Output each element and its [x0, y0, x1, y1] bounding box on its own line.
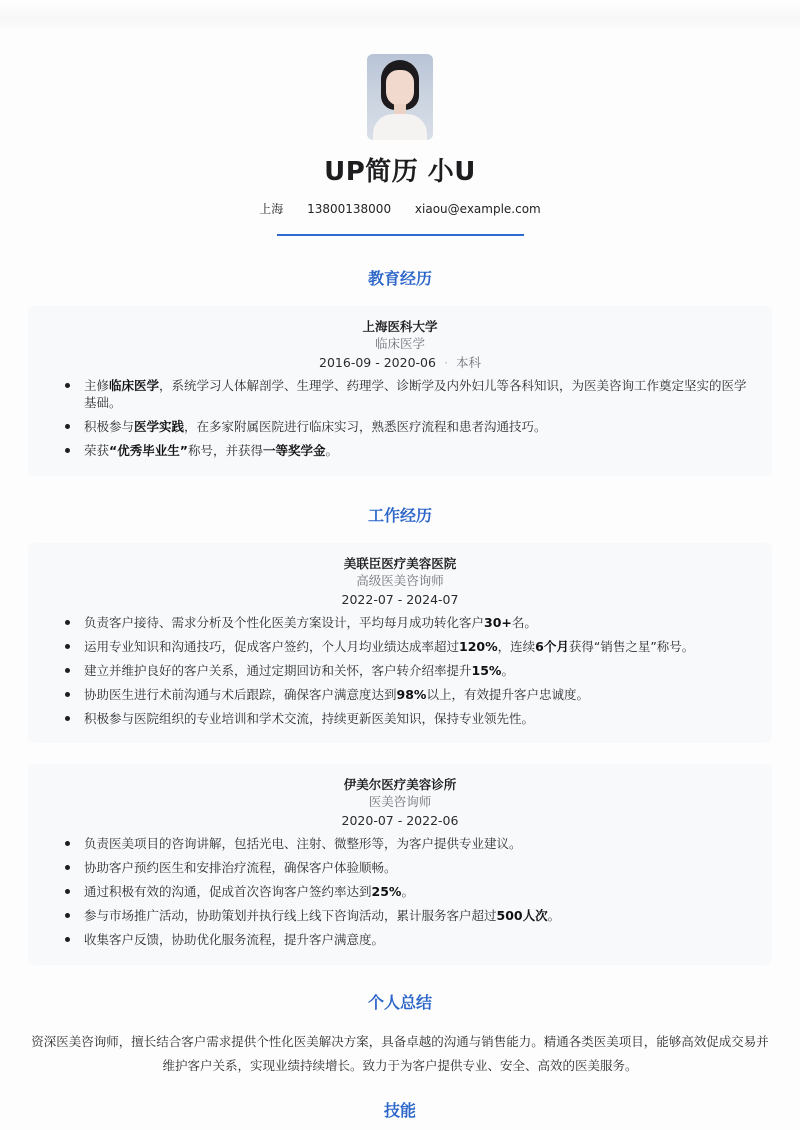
bullet-text: 。 — [325, 443, 338, 458]
highlight-text: 25% — [371, 884, 402, 899]
degree: 本科 — [455, 355, 481, 370]
work-1-bullets — [48, 614, 752, 727]
bullet-text: 。 — [501, 663, 514, 678]
bullet-text: 通过积极有效的沟通，促成首次咨询客户签约率达到 — [84, 884, 372, 899]
school-name: 上海医科大学 — [362, 319, 438, 334]
photo-body-shape — [373, 114, 427, 140]
work-card-2 — [28, 764, 772, 965]
separator-dot: · — [443, 355, 448, 370]
contact-email[interactable]: xiaou@example.com — [414, 202, 541, 216]
summary-text: 资深医美咨询师，擅长结合客户需求提供个性化医美解决方案，具备卓越的沟通与销售能力。精通各类医美项目，能够高效促成交易并维护客户关系，实现业绩持续增长。致力于为客户提供专业、安全、高效的医美服务。 — [31, 1034, 769, 1073]
highlight-text: 一等奖学金 — [262, 443, 326, 458]
bullet-text: 协助医生进行术前沟通与术后跟踪，确保客户满意度达到 — [84, 687, 397, 702]
highlight-text: 15% — [471, 663, 502, 678]
bullet-text: ，在多家附属医院进行临床实习，熟悉医疗流程和患者沟通技巧。 — [184, 419, 547, 434]
bullet-text: 协助客户预约医生和安排治疗流程，确保客户体验顺畅。 — [84, 860, 397, 875]
education-date-row — [48, 353, 752, 373]
section-title-summary: 个人总结 — [367, 993, 432, 1012]
company-name: 美联臣医疗美容医院 — [343, 556, 457, 571]
profile-photo — [367, 54, 433, 140]
bullet-item — [48, 614, 752, 631]
bullet-text: 主修 — [84, 378, 110, 393]
bullet-text: 获得“销售之星”称号。 — [568, 639, 695, 654]
bullet-text: ，系统学习人体解剖学、生理学、药理学、诊断学及内外妇儿等各科知识，为医美咨询工作奠定坚实的医学基础。 — [84, 378, 747, 410]
bullet-item — [48, 931, 752, 948]
bullet-item — [48, 835, 752, 852]
bullet-text: 积极参与医院组织的专业培训和学术交流，持续更新医美知识，保持专业领先性。 — [84, 711, 535, 726]
bullet-text: 负责客户接待、需求分析及个性化医美方案设计，平均每月成功转化客户 — [84, 615, 485, 630]
header-divider — [277, 234, 524, 236]
highlight-text: 98% — [396, 687, 427, 702]
resume-header — [0, 54, 800, 236]
highlight-text: “优秀毕业生” — [109, 443, 188, 458]
section-title-skills: 技能 — [383, 1101, 416, 1120]
job-date: 2022-07 - 2024-07 — [341, 592, 459, 607]
contact-info — [0, 200, 800, 218]
bullet-text: 积极参与 — [84, 419, 135, 434]
job-position: 医美咨询师 — [368, 794, 432, 809]
highlight-text: 30+ — [484, 615, 512, 630]
bullet-text: 称号，并获得 — [187, 443, 263, 458]
section-title-work: 工作经历 — [367, 506, 432, 525]
highlight-text: 临床医学 — [109, 378, 160, 393]
section-title-education: 教育经历 — [367, 269, 432, 288]
company-name: 伊美尔医疗美容诊所 — [343, 777, 457, 792]
contact-city: 上海 — [259, 202, 284, 216]
bullet-item — [48, 710, 752, 727]
job-date: 2020-07 - 2022-06 — [341, 813, 459, 828]
bullet-text: ，连续 — [497, 639, 536, 654]
bullet-text: 。 — [547, 908, 561, 923]
work-2-bullets — [48, 835, 752, 948]
bullet-item — [48, 859, 752, 876]
work-card-1 — [28, 543, 772, 743]
bullet-item — [48, 638, 752, 655]
photo-face-shape — [386, 70, 414, 106]
bullet-item — [48, 442, 752, 459]
bullet-text: 。 — [401, 884, 414, 899]
major: 临床医学 — [374, 336, 425, 351]
bullet-item — [48, 907, 752, 924]
bullet-text: 收集客户反馈，协助优化服务流程，提升客户满意度。 — [84, 932, 385, 947]
highlight-text: 6个月 — [535, 639, 569, 654]
job-position: 高级医美咨询师 — [356, 573, 444, 588]
bullet-item — [48, 686, 752, 703]
bullet-text: 负责医美项目的咨询讲解，包括光电、注射、微整形等，为客户提供专业建议。 — [84, 836, 522, 851]
education-date: 2016-09 - 2020-06 — [319, 355, 436, 370]
education-bullets — [48, 377, 752, 459]
education-card — [28, 306, 772, 476]
bullet-text: 建立并维护良好的客户关系，通过定期回访和关怀，客户转介绍率提升 — [84, 663, 472, 678]
bullet-item — [48, 662, 752, 679]
bullet-text: 参与市场推广活动，协助策划并执行线上线下咨询活动，累计服务客户超过 — [84, 908, 497, 923]
highlight-text: 医学实践 — [134, 419, 185, 434]
bullet-text: 荣获 — [84, 443, 110, 458]
candidate-name: UP简历 小U — [324, 157, 476, 187]
bullet-text: 以上，有效提升客户忠诚度。 — [426, 687, 589, 702]
highlight-text: 500人次 — [496, 908, 548, 923]
bullet-text: 运用专业知识和沟通技巧，促成客户签约，个人月均业绩达成率超过 — [84, 639, 460, 654]
top-shade — [0, 0, 800, 30]
highlight-text: 120% — [459, 639, 498, 654]
bullet-text: 名。 — [511, 615, 537, 630]
contact-phone[interactable]: 13800138000 — [307, 202, 392, 216]
bullet-item — [48, 418, 752, 435]
bullet-item — [48, 377, 752, 411]
bullet-item — [48, 883, 752, 900]
